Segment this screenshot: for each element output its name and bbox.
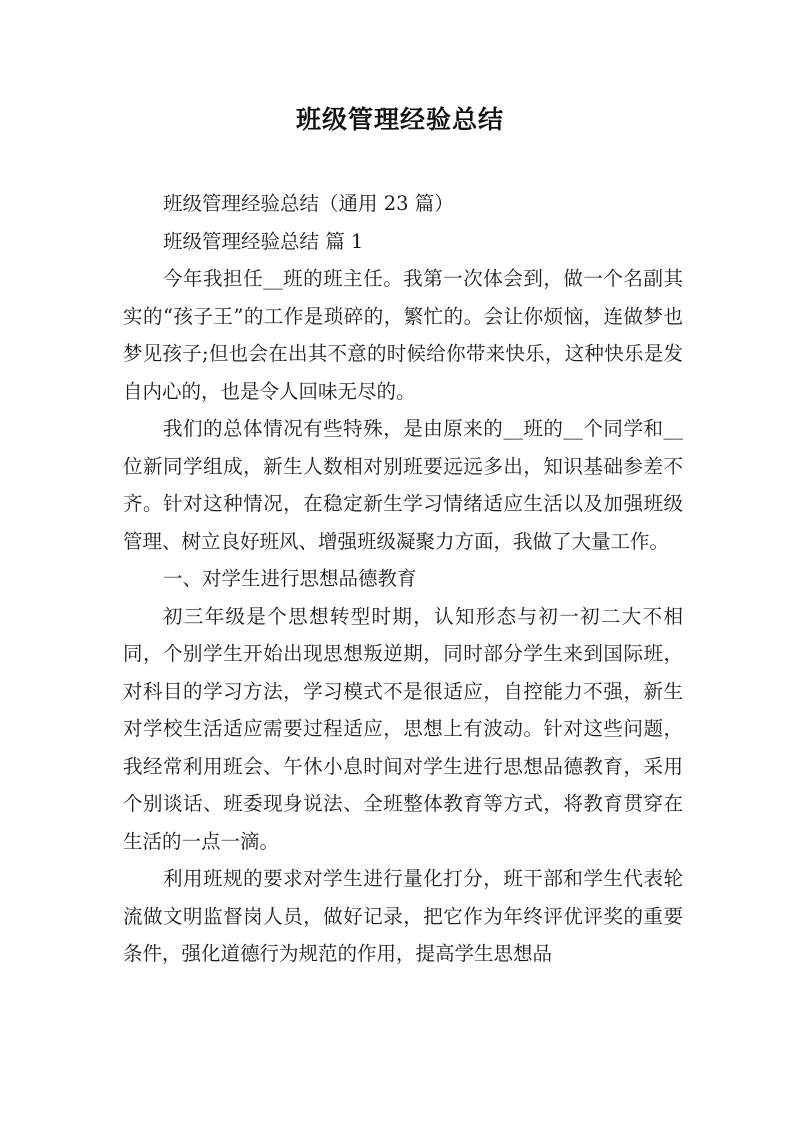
document-title: 班级管理经验总结: [295, 105, 504, 134]
section-heading: 一、对学生进行思想品德教育: [163, 567, 417, 590]
paragraph: 我们的总体情况有些特殊，是由原来的__班的__个同学和__位新同学组成，新生人数相对别班要远远多出，知识基础参差不齐。针对这种情况，在稳定新生学习情绪适应生活以及加强班级管理、树立良好班风、增强班级凝聚力方面，我做了大量工作。: [123, 417, 683, 553]
paragraph: 初三年级是个思想转型时期，认知形态与初一初二大不相同，个别学生开始出现思想叛逆期，同时部分学生来到国际班，对科目的学习方法，学习模式不是很适应，自控能力不强，新生对学校生活适应需要过程适应，思想上有波动。针对这些问题，我经常利用班会、午休小息时间对学生进行思想品德教育，采用个别谈话、班委现身说法、全班整体教育等方式，将教育贯穿在生活的一点一滴。: [123, 604, 683, 853]
section-label: 班级管理经验总结 篇 1: [163, 229, 364, 253]
document-subtitle: 班级管理经验总结（通用 23 篇）: [163, 192, 454, 215]
document-body: [123, 185, 683, 973]
paragraph: 利用班规的要求对学生进行量化打分，班干部和学生代表轮流做文明监督岗人员，做好记录，把它作为年终评优评奖的重要条件，强化道德行为规范的作用，提高学生思想品: [123, 867, 683, 965]
paragraph: 今年我担任__班的班主任。我第一次体会到，做一个名副其实的“孩子王”的工作是琐碎的，繁忙的。会让你烦恼，连做梦也梦见孩子;但也会在出其不意的时候给你带来快乐，这种快乐是发自内心的，也是令人回味无尽的。: [123, 267, 683, 403]
